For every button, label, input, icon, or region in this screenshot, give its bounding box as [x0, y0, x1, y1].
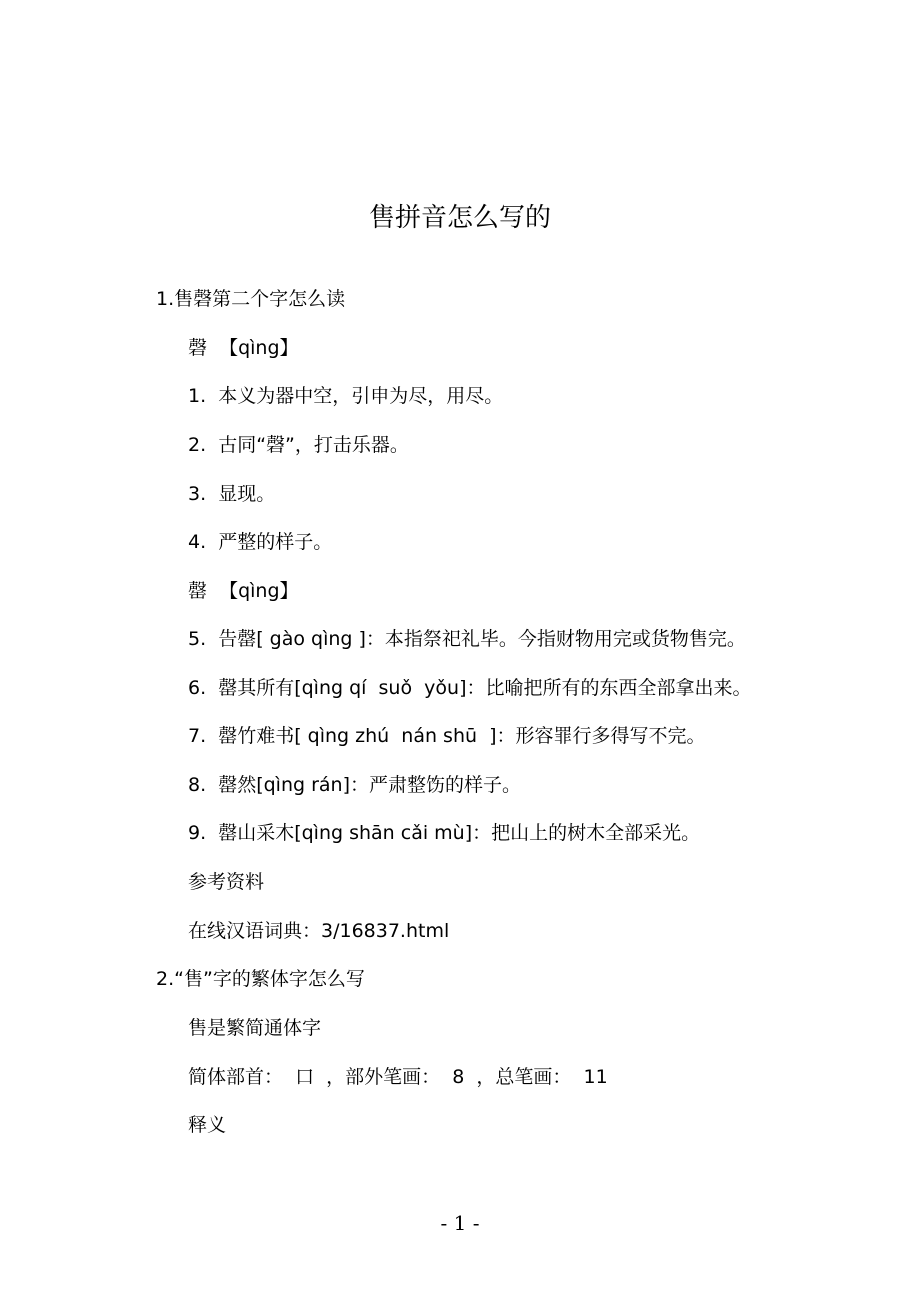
section-1-line: 7. 罄竹难书[ qìng zhú nán shū ]：形容罪行多得写不完。	[188, 725, 706, 747]
section-1-line: 5. 告罄[ gào qìng ]：本指祭祀礼毕。今指财物用完或货物售完。	[188, 628, 746, 650]
section-1-heading: 1.售磬第二个字怎么读	[156, 288, 346, 310]
section-1-line: 磬 【qìng】	[188, 337, 299, 359]
reference-link: 在线汉语词典：3/16837.html	[188, 920, 450, 942]
section-1-line: 1. 本义为器中空，引申为尽，用尽。	[188, 385, 504, 407]
section-1-line: 4. 严整的样子。	[188, 531, 333, 553]
section-2-line: 售是繁简通体字	[188, 1017, 322, 1039]
section-2-heading: 2.“售”字的繁体字怎么写	[156, 968, 365, 990]
references-label: 参考资料	[188, 871, 265, 893]
section-2-line: 简体部首： 口 ，部外笔画： 8 ，总笔画： 11	[188, 1066, 608, 1088]
document-title: 售拼音怎么写的	[368, 203, 551, 233]
section-1-line: 2. 古同“磬”，打击乐器。	[188, 434, 409, 456]
section-1-line: 罄 【qìng】	[188, 580, 299, 602]
page-number: - 1 -	[440, 1211, 480, 1235]
section-2-line: 释义	[188, 1114, 227, 1136]
section-1-line: 3. 显现。	[188, 483, 276, 505]
section-1-line: 9. 罄山采木[qìng shān cǎi mù]：把山上的树木全部采光。	[188, 822, 701, 844]
section-1-line: 8. 罄然[qìng rán]：严肃整饬的样子。	[188, 774, 522, 796]
section-1-line: 6. 罄其所有[qìng qí suǒ yǒu]：比喻把所有的东西全部拿出来。	[188, 677, 752, 699]
